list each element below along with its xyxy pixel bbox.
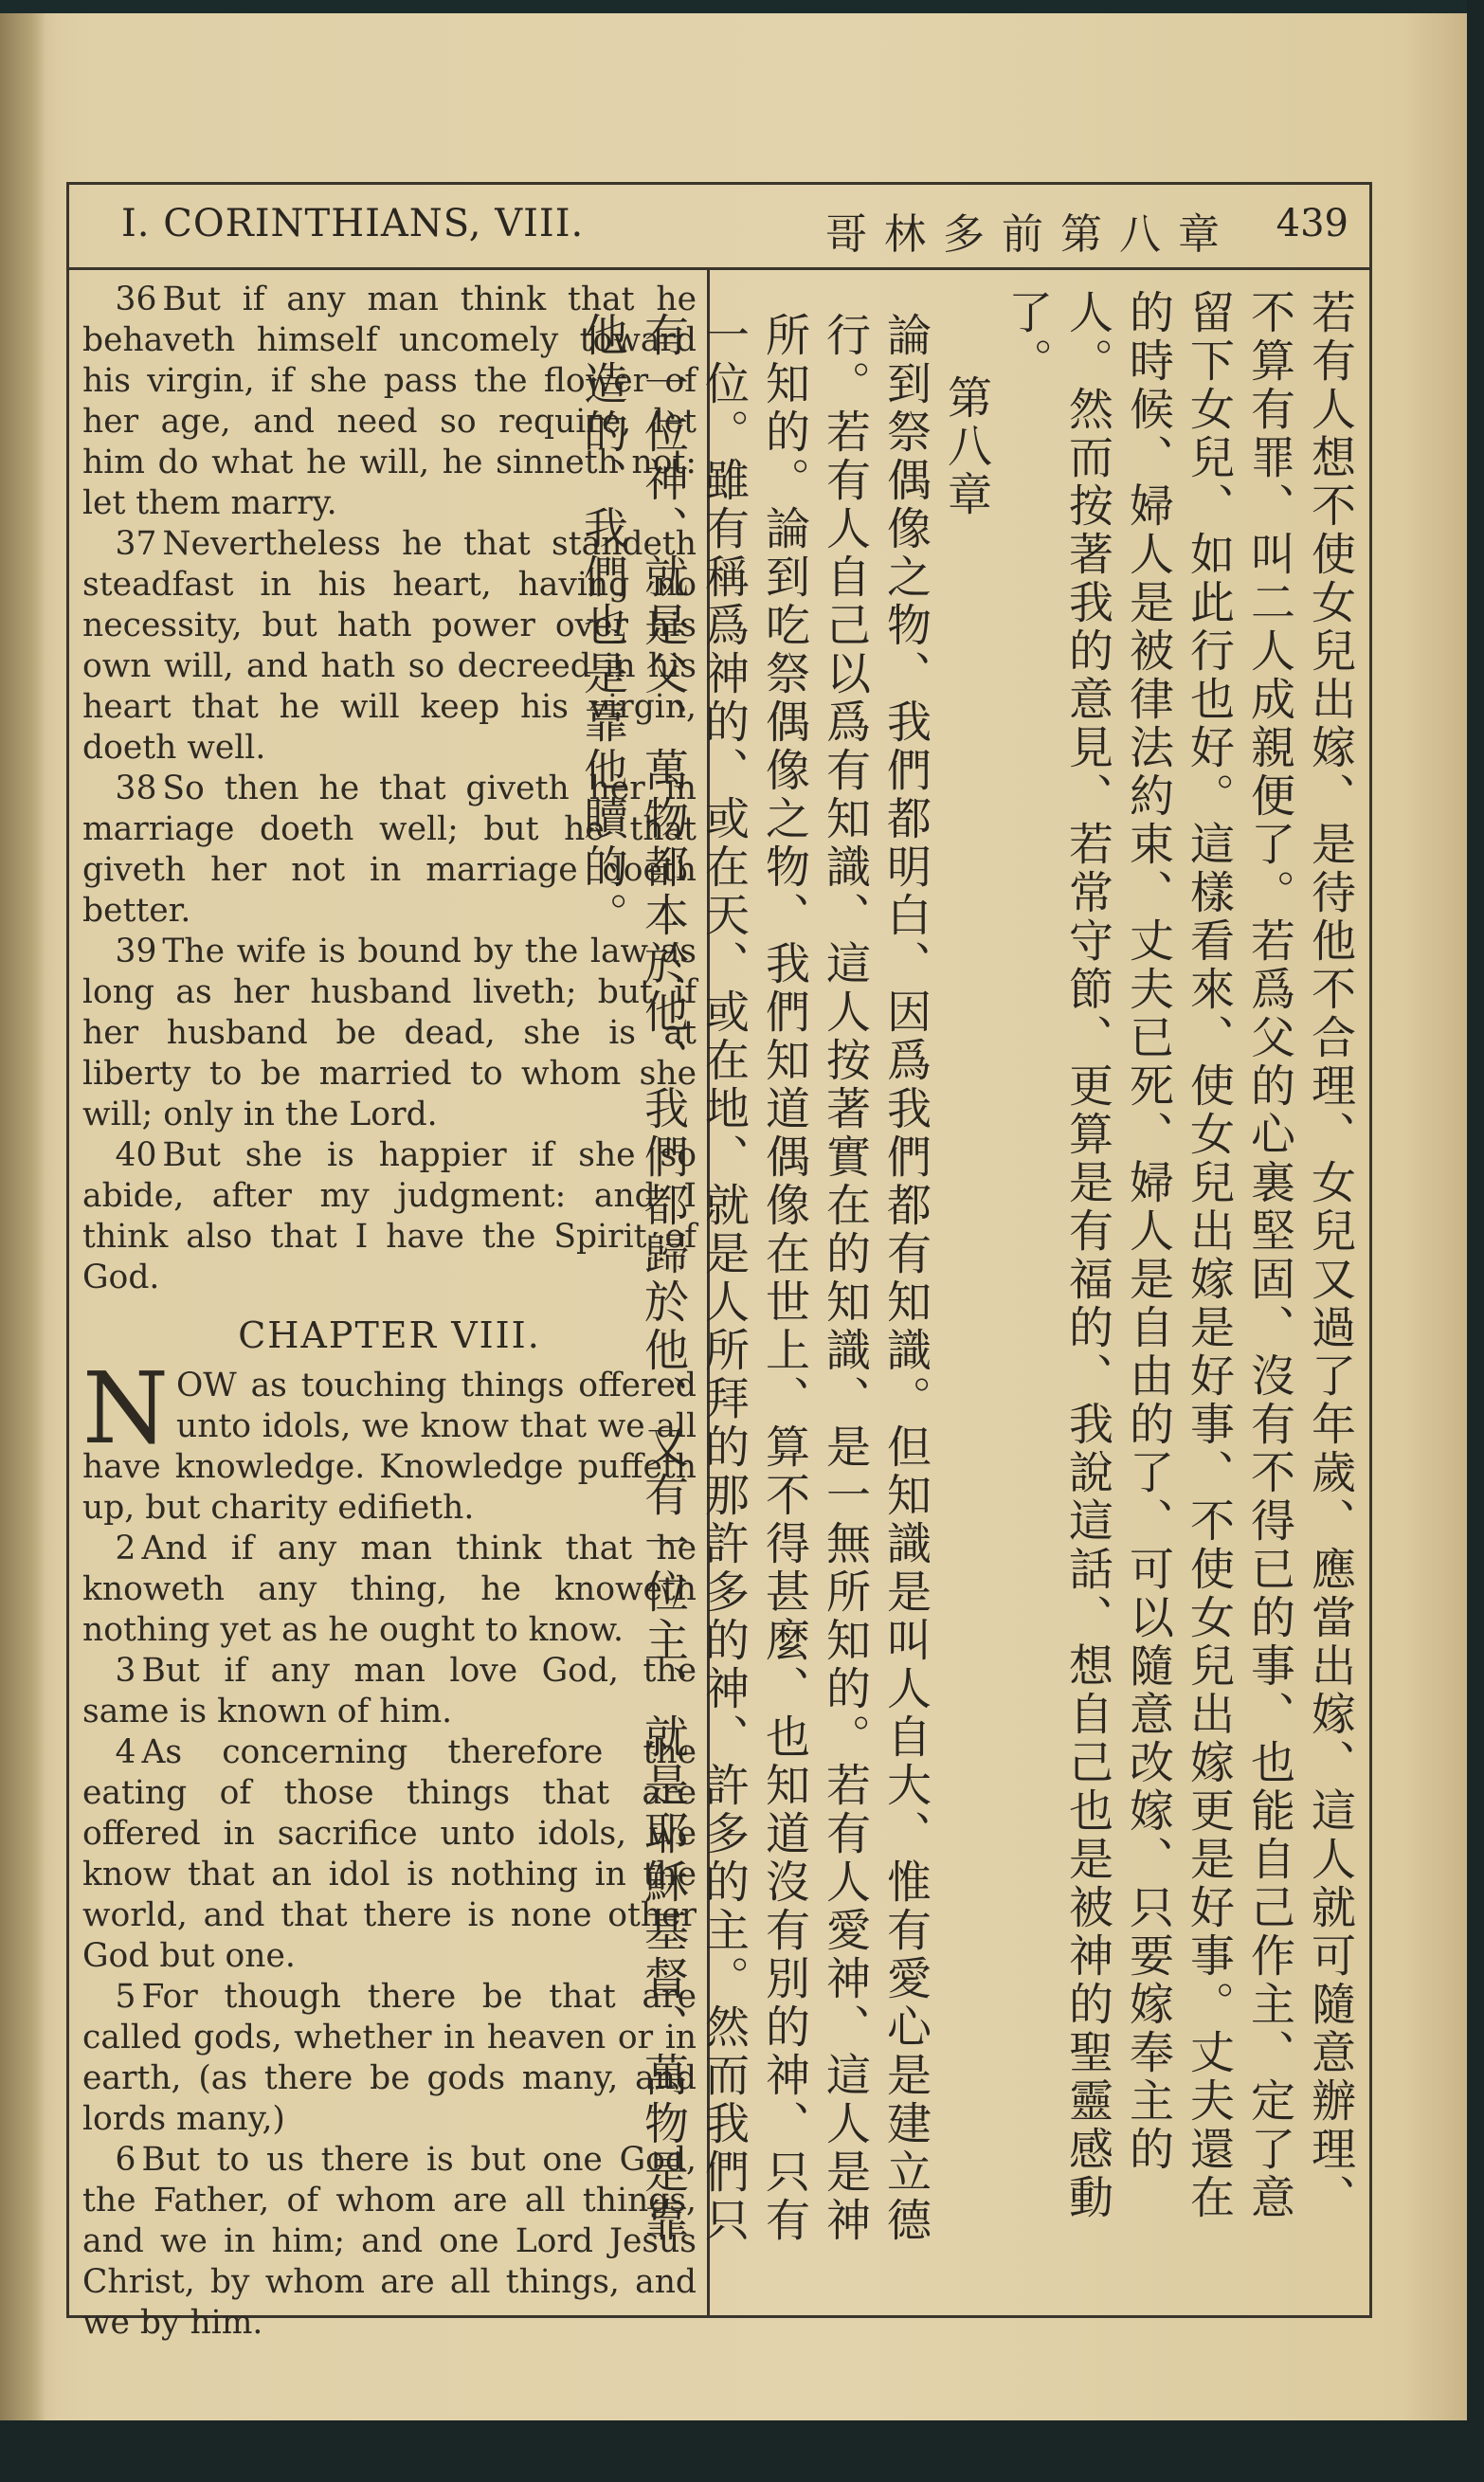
book-page xyxy=(0,13,1467,2420)
verse-number: 36 xyxy=(115,281,157,318)
verse-number: 40 xyxy=(115,1136,157,1174)
verse-number: 38 xyxy=(115,770,157,807)
verse-text: But to us there is but one God, the Father, of whom are all things, and we in him; and one Lord Jesus Christ, by whom are all things, and we by him. xyxy=(82,2141,697,2342)
verse-text: For though there be that are called gods, whether in heaven or in earth, (as there be gods many, and lords many,) xyxy=(82,1978,697,2138)
chapter-heading: CHAPTER VIII. xyxy=(238,1314,541,1356)
binding-stripe xyxy=(0,0,1484,13)
verse-number: 5 xyxy=(115,1978,136,2016)
verse-text: OW as touching things offered unto idols, we know that we all have knowledge. Knowledge puffeth up, but charity edifieth. xyxy=(82,1367,697,1527)
page-gutter-shadow xyxy=(0,13,45,2420)
chinese-running-title: 哥林多前第八章 xyxy=(825,210,1237,259)
chinese-paragraph: 若有人想不使女兒出嫁、是待他不合理、女兒又過了年歲、應當出嫁、這人就可隨意辦理、不算有罪、叫二人成親便了。若爲父的心裏堅固、沒有不得已的事、也能自己作主、定了意留下女兒、如此行也好。這樣看來、使女兒出嫁是好事、不使女兒出嫁更是好事。丈夫還在的時候、婦人是被律法約束、丈夫已死、婦人是自由的了、可以隨意改嫁、只要嫁奉主的人。然而按著我的意見、若常守節、更算是有福的、我說這話、想自己也是被神的聖靈感動了。 xyxy=(1001,289,1356,2222)
verse-number: 4 xyxy=(115,1733,136,1771)
verse-number: 2 xyxy=(115,1530,136,1567)
chinese-paragraph: 論到祭偶像之物、我們都明白、因爲我們都有知識。但知識是叫人自大、惟有愛心是建立德行。若有人自己以爲有知識、這人按著實在的知識、是一無所知的。若有人愛神、這人是神所知的。論到吃祭偶像之物、我們知道偶像在世上、算不得甚麼、也知道沒有別的神、只有一位。雖有稱爲神的、或在天、或在地、就是人所拜的那許多的神、許多的主。然而我們只有一位神、就是父、萬物都本於他、我們都歸於他、又有一位主、就是耶穌基督、萬物是靠他造的、我們也是靠他贖的。 xyxy=(576,312,932,2245)
verse-text: The wife is bound by the law as long as her husband liveth; but if her husband be dead, she is at liberty to be married to whom she will; only in the Lord. xyxy=(82,933,697,1133)
verse-text: But if any man love God, the same is known of him. xyxy=(82,1652,697,1730)
text-frame xyxy=(66,182,1372,2342)
verse-number: 6 xyxy=(115,2141,136,2179)
verse-number: 37 xyxy=(115,525,157,563)
chinese-chapter-heading: 第八章 xyxy=(940,374,992,519)
page-header xyxy=(69,185,1369,270)
verse-text: So then he that giveth her in marriage doeth well; but he that giveth her not in marriage doeth better. xyxy=(82,770,697,930)
cover-edge-right xyxy=(1467,0,1484,2482)
chinese-vertical-text xyxy=(576,289,1360,2260)
running-title: I. CORINTHIANS, VIII. xyxy=(121,202,585,245)
verse-text: But she is happier if she so abide, after my judgment: and I think also that I have the Spirit of God. xyxy=(82,1136,697,1296)
verse-text: But if any man think that he behaveth himself uncomely toward his virgin, if she pass the flower of her age, and need so require, let him do what he will, he sinneth not: let them marry. xyxy=(82,281,697,522)
verse-text: As concerning therefore the eating of those things that are offered in sacrifice unto idols, we know that an idol is nothing in the world, and that there is none other God but one. xyxy=(82,1733,697,1975)
cover-edge-bottom xyxy=(0,2420,1484,2482)
verse-number: 3 xyxy=(115,1652,136,1690)
verse-text: Nevertheless he that standeth steadfast in his heart, having no necessity, but hath power over his own will, and hath so decreed in his heart that he will keep his virgin, doeth well. xyxy=(82,525,697,767)
chinese-column xyxy=(576,280,1360,2308)
verse-text: And if any man think that he knoweth any thing, he knoweth nothing yet as he ought to know. xyxy=(82,1530,697,1649)
drop-cap: N xyxy=(82,1350,169,1466)
verse-number: 39 xyxy=(115,933,157,970)
page-number: 439 xyxy=(1276,202,1348,245)
